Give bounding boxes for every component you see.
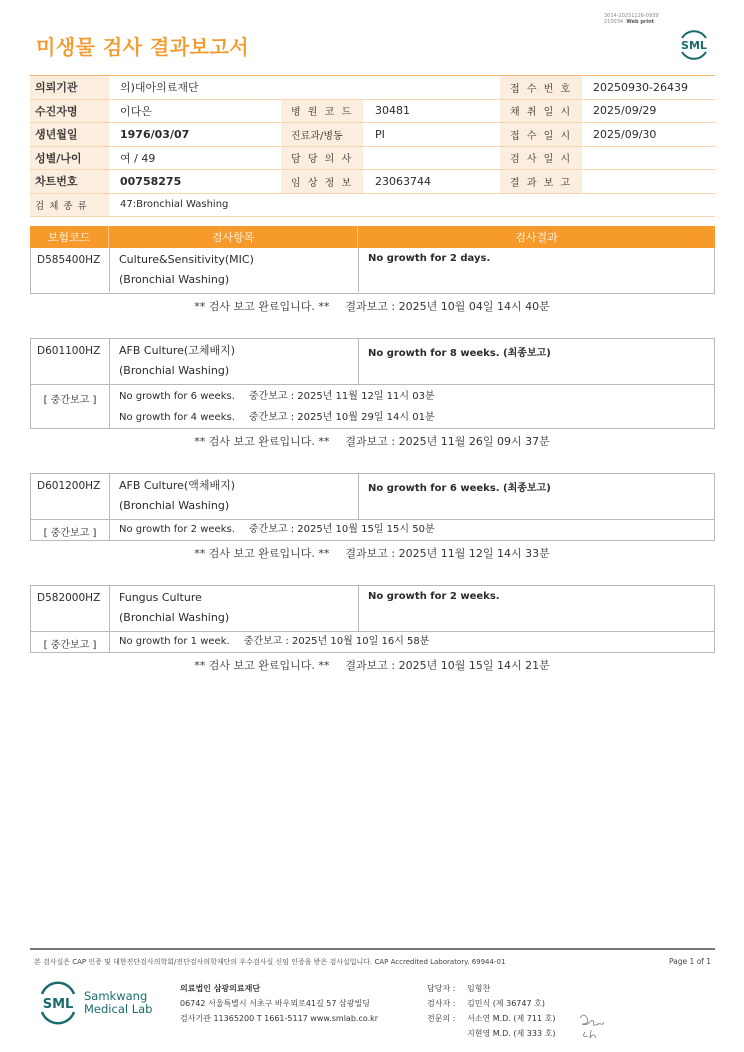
complete-time: 결과보고 : 2025년 11월 26일 09시 37분	[345, 435, 550, 448]
label-requester: 의뢰기관	[30, 76, 109, 99]
interim-row	[31, 384, 714, 428]
accreditation-note: 본 검사실은 CAP 인증 및 대한진단검사의학회/진단검사의학재단의 우수검사실 신임 인증을 받은 검사실입니다. CAP Accredited Laboratory. 69944-01	[34, 958, 506, 966]
results-table-header	[30, 226, 715, 248]
staff-name: 서소연 M.D. (제 711 호)	[467, 1014, 556, 1023]
report-complete	[0, 545, 744, 561]
test-name	[110, 248, 359, 292]
footer-logo-text: SML	[42, 997, 74, 1012]
value-birthdate: 1976/03/07	[120, 127, 190, 141]
interim-results	[110, 632, 714, 652]
page-number: Page 1 of 1	[669, 957, 712, 966]
value-department: PI	[375, 127, 385, 141]
doc-id: 3014-20251126-0939	[604, 13, 659, 19]
info-row	[30, 147, 715, 171]
test-code: D601200HZ	[31, 474, 110, 519]
label-receipt-no: 접 수 번 호	[500, 76, 582, 99]
value-specimen: 47:Bronchial Washing	[120, 199, 229, 211]
label-test-date: 검 사 일 시	[500, 147, 582, 170]
staff-role: 담당자 :	[427, 984, 456, 993]
test-name-line1: Fungus Culture	[119, 591, 202, 604]
label-result-report: 결 과 보 고	[500, 170, 582, 193]
interim-entry	[119, 386, 714, 407]
info-row	[30, 194, 715, 218]
value-test-date	[593, 147, 715, 170]
test-name-line2: (Bronchial Washing)	[119, 499, 230, 512]
report-complete	[0, 433, 744, 449]
interim-time: 중간보고 : 2025년 10월 29일 14시 01분	[248, 412, 435, 423]
interim-label: [ 중간보고 ]	[31, 385, 110, 428]
test-block	[30, 585, 715, 653]
test-code: D585400HZ	[31, 248, 110, 292]
test-code: D582000HZ	[31, 586, 110, 631]
logo-text: SML	[681, 39, 707, 52]
interim-entry	[119, 407, 714, 428]
label-collect-date: 채 취 일 시	[500, 100, 582, 123]
test-row	[31, 474, 714, 519]
value-receipt-date: 2025/09/30	[593, 127, 657, 141]
interim-result: No growth for 1 week.	[119, 636, 230, 647]
samkwang-logo-icon	[36, 980, 80, 1026]
label-chart-no: 차트번호	[30, 170, 109, 193]
test-result: No growth for 8 weeks. (최종보고)	[368, 348, 551, 359]
staff-row	[427, 981, 555, 996]
report-complete	[0, 298, 744, 314]
interim-result: No growth for 2 weeks.	[119, 524, 235, 535]
interim-result: No growth for 6 weeks.	[119, 391, 235, 402]
interim-results	[110, 520, 714, 540]
signature-icon	[577, 1010, 609, 1042]
staff-name: 임형찬	[467, 984, 491, 993]
staff-row	[427, 996, 555, 1011]
test-result: No growth for 6 weeks. (최종보고)	[368, 483, 551, 494]
complete-message: ** 검사 보고 완료입니다. **	[194, 547, 330, 560]
lab-name-line1: Samkwang	[84, 989, 148, 1003]
interim-time: 중간보고 : 2025년 11월 12일 11시 03분	[248, 391, 435, 402]
value-sex-age: 여 / 49	[120, 151, 156, 165]
header-test-result: 검사결과	[515, 231, 558, 244]
test-name-line1: AFB Culture(액체배지)	[119, 479, 236, 492]
test-name-line2: (Bronchial Washing)	[119, 364, 230, 377]
staff-row	[427, 1026, 555, 1041]
test-name	[110, 339, 359, 384]
test-name	[110, 474, 359, 519]
complete-time: 결과보고 : 2025년 10월 15일 14시 21분	[345, 659, 550, 672]
test-name-line1: Culture&Sensitivity(MIC)	[119, 253, 254, 266]
test-block	[30, 248, 715, 294]
patient-info-table	[30, 75, 715, 217]
test-block	[30, 473, 715, 541]
label-clinical-info: 임 상 정 보	[281, 170, 363, 193]
test-name-line1: AFB Culture(고체배지)	[119, 344, 236, 357]
complete-time: 결과보고 : 2025년 10월 04일 14시 40분	[345, 300, 550, 313]
complete-message: ** 검사 보고 완료입니다. **	[194, 300, 330, 313]
test-name-line2: (Bronchial Washing)	[119, 273, 230, 286]
interim-row	[31, 631, 714, 652]
staff-role: 전문의 :	[427, 1014, 456, 1023]
org-name: 의료법인 삼광의료재단	[180, 984, 261, 993]
staff-row	[427, 1011, 555, 1026]
report-complete	[0, 657, 744, 673]
test-name-line2: (Bronchial Washing)	[119, 611, 230, 624]
value-clinical-info: 23063744	[375, 174, 431, 188]
value-requester: 의)대아의료재단	[120, 81, 199, 95]
staff-name: 김민식 (제 36747 호)	[467, 999, 545, 1008]
lab-name-line2: Medical Lab	[84, 1002, 153, 1016]
label-specimen: 검 체 종 류	[30, 194, 109, 217]
info-row	[30, 76, 715, 100]
interim-label: [ 중간보고 ]	[31, 632, 110, 652]
value-patient-name: 이다은	[120, 104, 152, 118]
interim-entry	[119, 632, 714, 652]
staff-role: 검사자 :	[427, 999, 456, 1008]
interim-result: No growth for 4 weeks.	[119, 412, 235, 423]
doc-seq: 210034	[604, 19, 624, 25]
test-result: No growth for 2 days.	[368, 253, 491, 264]
org-address: 06742 서울특별시 서초구 바우뫼로41길 57 삼광빌딩	[180, 999, 370, 1008]
label-sex-age: 성별/나이	[30, 147, 109, 170]
value-result-report	[593, 170, 715, 193]
label-receipt-date: 접 수 일 시	[500, 123, 582, 146]
interim-time: 중간보고 : 2025년 10월 15일 15시 50분	[248, 524, 435, 535]
interim-label: [ 중간보고 ]	[31, 520, 110, 540]
lab-name	[84, 990, 152, 1016]
value-hospital-code: 30481	[375, 104, 410, 118]
complete-message: ** 검사 보고 완료입니다. **	[194, 659, 330, 672]
label-patient-name: 수진자명	[30, 100, 109, 123]
org-contact: 검사기관 11365200 T 1661-5117 www.smlab.co.kr	[180, 1014, 379, 1023]
interim-time: 중간보고 : 2025년 10월 10일 16시 58분	[243, 636, 430, 647]
test-row	[31, 248, 714, 292]
print-mode: Web print	[626, 19, 655, 25]
header-test-item: 검사항목	[109, 226, 358, 248]
page-title: 미생물 검사 결과보고서	[36, 35, 250, 59]
complete-time: 결과보고 : 2025년 11월 12일 14시 33분	[345, 547, 550, 560]
complete-message: ** 검사 보고 완료입니다. **	[194, 435, 330, 448]
organization-info	[180, 981, 378, 1026]
top-code	[604, 13, 659, 25]
staff-name: 지현영 M.D. (제 333 호)	[467, 1029, 556, 1038]
interim-results	[110, 385, 714, 428]
info-row	[30, 170, 715, 194]
test-code: D601100HZ	[31, 339, 110, 384]
test-name	[110, 586, 359, 631]
label-birthdate: 생년월일	[30, 123, 109, 146]
staff-info	[427, 981, 555, 1041]
info-row	[30, 100, 715, 124]
test-block	[30, 338, 715, 429]
label-department: 진료과/병동	[281, 123, 363, 146]
label-doctor: 담 당 의 사	[281, 147, 363, 170]
test-row	[31, 339, 714, 384]
info-row	[30, 123, 715, 147]
header-insurance-code: 보험코드	[30, 226, 109, 248]
label-hospital-code: 병 원 코 드	[281, 100, 363, 123]
value-chart-no: 00758275	[120, 174, 182, 188]
interim-entry	[119, 520, 714, 540]
value-collect-date: 2025/09/29	[593, 104, 657, 118]
value-receipt-no: 20250930-26439	[593, 80, 688, 94]
test-row	[31, 586, 714, 631]
value-doctor	[375, 147, 495, 170]
footer-divider	[30, 948, 715, 950]
interim-row	[31, 519, 714, 540]
sml-logo-icon	[676, 26, 712, 62]
test-result: No growth for 2 weeks.	[368, 591, 500, 602]
